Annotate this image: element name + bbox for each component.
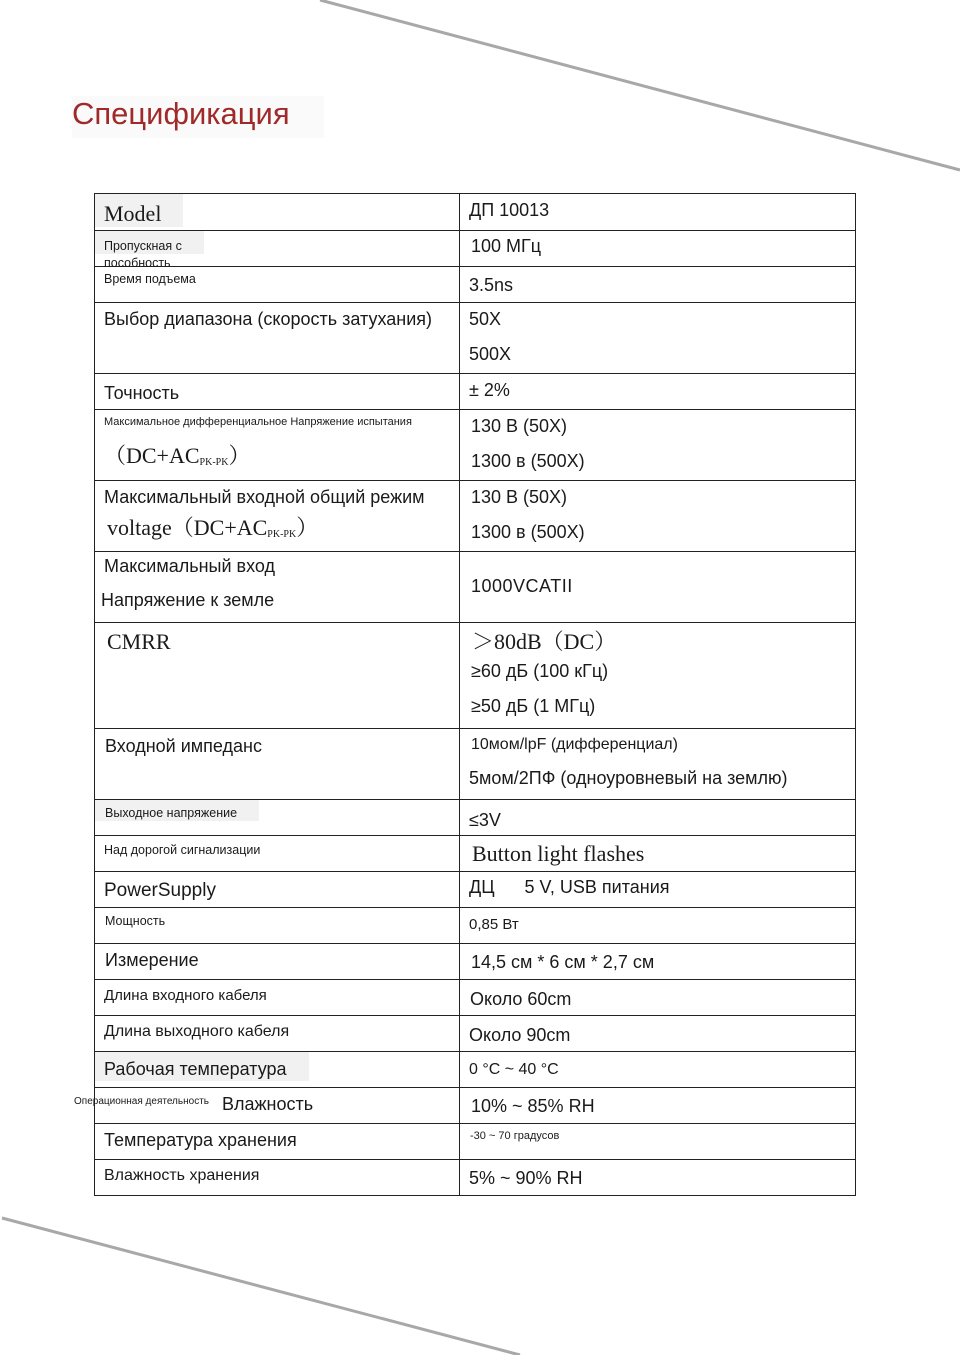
page-title: Спецификация [72,96,324,138]
spec-value: ДП 10013 [469,200,550,220]
spec-label: Над дорогой сигнализации [104,843,261,857]
table-row [95,944,856,980]
spec-value: 1300 в (500X) [471,450,585,471]
table-row [95,231,856,267]
table-row [95,410,856,481]
table-row [95,481,856,552]
spec-value: 10% ~ 85% RH [471,1096,595,1116]
spec-label: ） [296,514,319,540]
spec-label: ） [228,443,251,469]
spec-label: Model [95,194,183,227]
table-row [95,267,856,303]
table-row [95,303,856,374]
spec-value: 0,85 Вт [469,916,519,933]
table-row [95,552,856,623]
spec-label: （DC+AC [104,443,200,469]
spec-label: Мощность [105,914,166,928]
spec-label: Длина входного кабеля [104,987,267,1004]
spec-value: 5% ~ 90% RH [469,1168,583,1188]
spec-value: -30 ~ 70 градусов [470,1130,560,1142]
spec-value: 0 °C ~ 40 °C [469,1061,559,1078]
spec-label: Пропускная с [95,231,204,254]
spec-value: 10мом/lpF (дифференциал) [471,736,678,753]
table-row [95,1124,856,1160]
spec-label: Максимальный вход [104,556,276,576]
spec-label: Время подъема [104,272,196,286]
spec-value: ≥50 дБ (1 МГц) [471,695,596,716]
spec-value: 5мом/2ПФ (одноуровневый на землю) [469,768,788,789]
spec-label: Максимальный входной общий режим [104,487,425,507]
spec-value: 1000VCATII [471,576,573,596]
table-row [95,374,856,410]
table-row [95,729,856,800]
spec-value: ≤3V [469,810,501,830]
spec-label-subscript: PK-PK [199,457,229,469]
spec-label: Рабочая температура [95,1052,309,1081]
table-row [95,1160,856,1196]
spec-label: Напряжение к земле [101,589,275,610]
spec-value: 5 V, USB питания [524,877,670,897]
spec-label: Точность [104,383,180,403]
spec-value: 130 В (50X) [471,416,568,436]
spec-label: Выходное напряжение [95,800,259,821]
spec-value: ≥60 дБ (100 кГц) [471,661,609,682]
spec-label: Температура хранения [104,1130,297,1150]
table-row [95,980,856,1016]
spec-label: пособность [104,255,171,270]
spec-value: 500X [469,343,512,364]
spec-value: Button light flashes [472,841,645,866]
spec-label: CMRR [107,629,171,654]
spec-value: Около 90cm [469,1025,571,1045]
spec-label: Длина выходного кабеля [104,1023,290,1040]
spec-value: 130 В (50X) [471,487,568,507]
spec-label: Влажность [222,1094,314,1114]
spec-value: ± 2% [469,380,510,400]
table-row [95,1052,856,1088]
table-row [95,1088,856,1124]
table-row [95,623,856,729]
spec-value: 50X [469,309,502,329]
spec-label: Максимальное дифференциальное Напряжение испытания [104,416,412,428]
spec-label: Операционная деятельность [74,1096,209,1107]
table-row [95,872,856,908]
table-row [95,194,856,231]
spec-value: 14,5 см * 6 см * 2,7 см [471,952,655,972]
spec-label: Выбор диапазона (скорость затухания) [104,309,432,329]
spec-label: Измерение [105,950,199,970]
table-row [95,836,856,872]
spec-value: 1300 в (500X) [471,521,585,542]
spec-label: Влажность хранения [104,1167,260,1184]
spec-label: voltage（DC+AC [107,514,268,540]
spec-value: 3.5ns [469,275,514,295]
spec-label: PowerSupply [104,880,216,901]
spec-value: 100 МГц [471,236,542,256]
spec-value: Около 60cm [470,989,572,1009]
spec-value: ＞80dB（DC） [472,629,617,654]
table-row [95,1016,856,1052]
spec-label-subscript: PK-PK [267,528,297,540]
table-row [95,800,856,836]
spec-table [74,193,856,1196]
spec-label: Входной импеданс [105,736,262,756]
table-row [95,908,856,944]
spec-value: ДЦ [469,877,495,897]
